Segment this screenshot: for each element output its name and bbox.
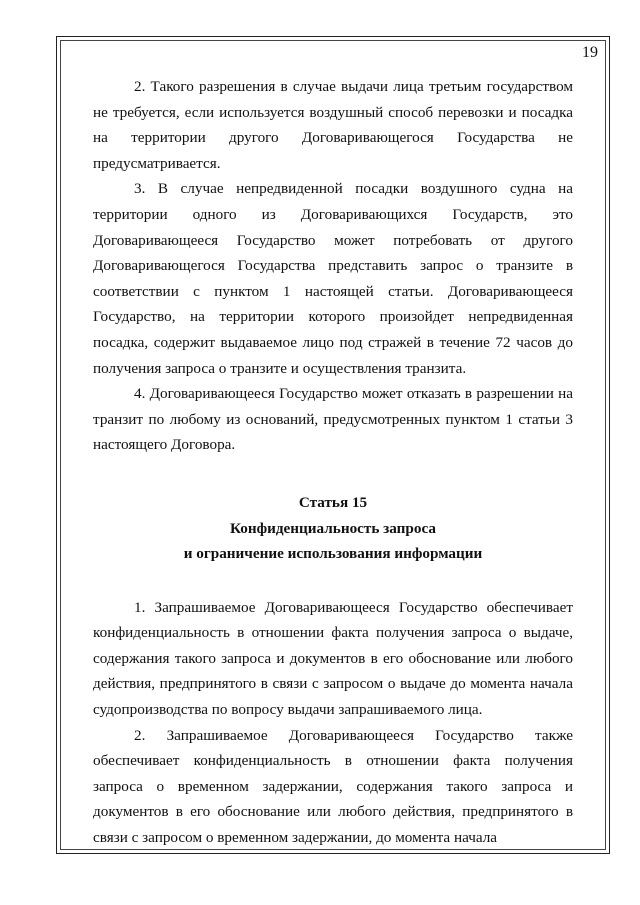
paragraph-15-2: 2. Запрашиваемое Договаривающееся Государство также обеспечивает конфиденциальность в отношении факта получения запроса о временном задержании, содержания такого запроса и документов в его обоснование или любого действия, предпринятого в связи с запросом о временном задержании, до момента начала xyxy=(93,726,573,847)
paragraph-14-2: 2. Такого разрешения в случае выдачи лица третьим государством не требуется, если используется воздушный способ перевозки и посадка на территории другого Договаривающегося Государства не предусматривается. xyxy=(93,78,573,172)
article-title-line-2: и ограничение использования информации xyxy=(183,545,483,563)
article-title-line-1: Конфиденциальность запроса xyxy=(230,519,436,537)
paragraph-14-3: 3. В случае непредвиденной посадки воздушного судна на территории одного из Договаривающихся Государств, это Договаривающееся Государство может потребовать от другого Договаривающегося Государства представить запрос о транзите в соответствии с пунктом 1 настоящей статьи. Договаривающееся Государство, на территории которого произойдет непредвиденная посадка, содержит выдаваемое лицо под стражей в течение 72 часов до получения запроса о транзите и осуществления транзита. xyxy=(93,180,573,377)
article-15-heading xyxy=(93,490,573,567)
page-number: 19 xyxy=(582,44,598,61)
document-body xyxy=(93,74,573,851)
article-number: Статья 15 xyxy=(298,493,368,511)
paragraph-14-4: 4. Договаривающееся Государство может отказать в разрешении на транзит по любому из оснований, предусмотренных пунктом 1 статьи 3 настоящего Договора. xyxy=(93,385,573,454)
paragraph-15-1: 1. Запрашиваемое Договаривающееся Государство обеспечивает конфиденциальность в отношении факта получения запроса о выдаче, содержания такого запроса и документов в его обоснование или любого действия, предпринятого в связи с запросом о выдаче до момента начала судопроизводства по вопросу выдачи запрашиваемого лица. xyxy=(93,598,573,719)
